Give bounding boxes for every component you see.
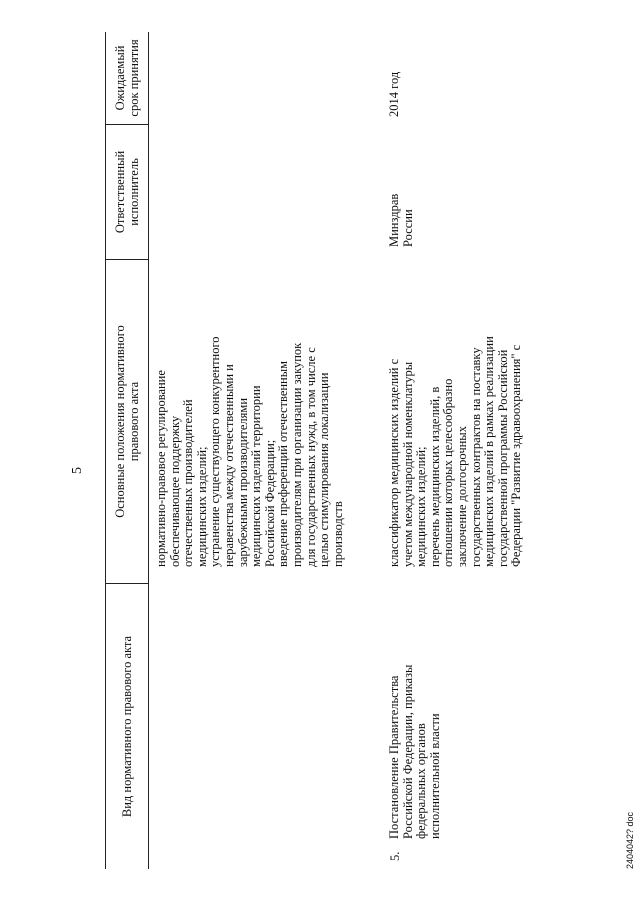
provision-line: устранение существующего конкурентного	[208, 336, 223, 567]
provision-line: целью стимулирования локализации	[317, 372, 332, 567]
provision-line: производств	[330, 501, 345, 567]
executor-line: Минздрав	[387, 193, 401, 247]
header-deadline: Ожидаемый срок принятия	[113, 39, 141, 117]
row-number: 5.	[388, 851, 402, 861]
provision-line: отношении которых целесообразно	[441, 378, 456, 567]
provision-line: неравенства между отечественными и	[221, 364, 236, 567]
act-type-line: Российской Федерации, приказы	[400, 664, 415, 839]
provision-line: производителям при организации закупок	[289, 342, 304, 567]
provision-line: нормативно-правовое регулирование	[154, 370, 168, 567]
header-act-type: Вид нормативного правового акта	[120, 635, 134, 818]
provision-line: обеспечивающее поддержку	[167, 415, 182, 567]
act-type-line: федеральных органов	[414, 723, 429, 839]
header-divider	[106, 259, 148, 260]
provision-line: отечественных производителей	[181, 399, 196, 567]
document-code: 2404042? doc	[625, 811, 635, 869]
provision-line: зарубежными производителями	[235, 397, 250, 567]
table-header-row	[105, 32, 149, 869]
provision-line: заключение долгосрочных	[454, 426, 469, 567]
row5-deadline-cell	[388, 72, 402, 117]
provision-line: медицинских изделий территории	[249, 385, 264, 567]
provision-line: Российской Федерации;	[262, 439, 277, 567]
act-type-line: Постановление Правительства	[387, 675, 401, 839]
provision-line: учетом международной номенклатуры	[400, 361, 415, 567]
executor-line: России	[400, 209, 415, 247]
provision-line: медицинских изделий в рамках реализации	[482, 336, 497, 567]
provision-line: медицинских изделий;	[414, 446, 429, 567]
provision-line: введение преференций отечественным	[276, 360, 291, 567]
row5-executor-cell	[388, 194, 415, 247]
row5-act-type-cell	[388, 665, 442, 839]
continued-provisions-cell	[155, 336, 345, 567]
header-provisions: Основные положения нормативного правового акта	[113, 325, 141, 518]
header-divider	[106, 124, 148, 125]
provision-line: медицинских изделий;	[194, 446, 209, 567]
row5-provisions-cell	[388, 336, 524, 567]
provision-line: классификатор медицинских изделий с	[387, 358, 401, 567]
provision-line: государственной программы Российской	[495, 349, 510, 567]
provision-line: для государственных нужд, в том числе с	[303, 347, 318, 567]
provision-line: Федерации "Развитие здравоохранения" с	[509, 344, 524, 567]
act-type-line: исполнительной власти	[427, 713, 442, 839]
rotated-landscape-page	[65, 32, 640, 869]
header-executor: Ответственный исполнитель	[113, 150, 141, 234]
page-number: 5	[70, 467, 85, 474]
provision-line: перечень медицинских изделий, в	[427, 386, 442, 567]
header-divider	[106, 583, 148, 584]
deadline-text: 2014 год	[387, 71, 401, 117]
provision-line: государственных контрактов на поставку	[468, 347, 483, 567]
